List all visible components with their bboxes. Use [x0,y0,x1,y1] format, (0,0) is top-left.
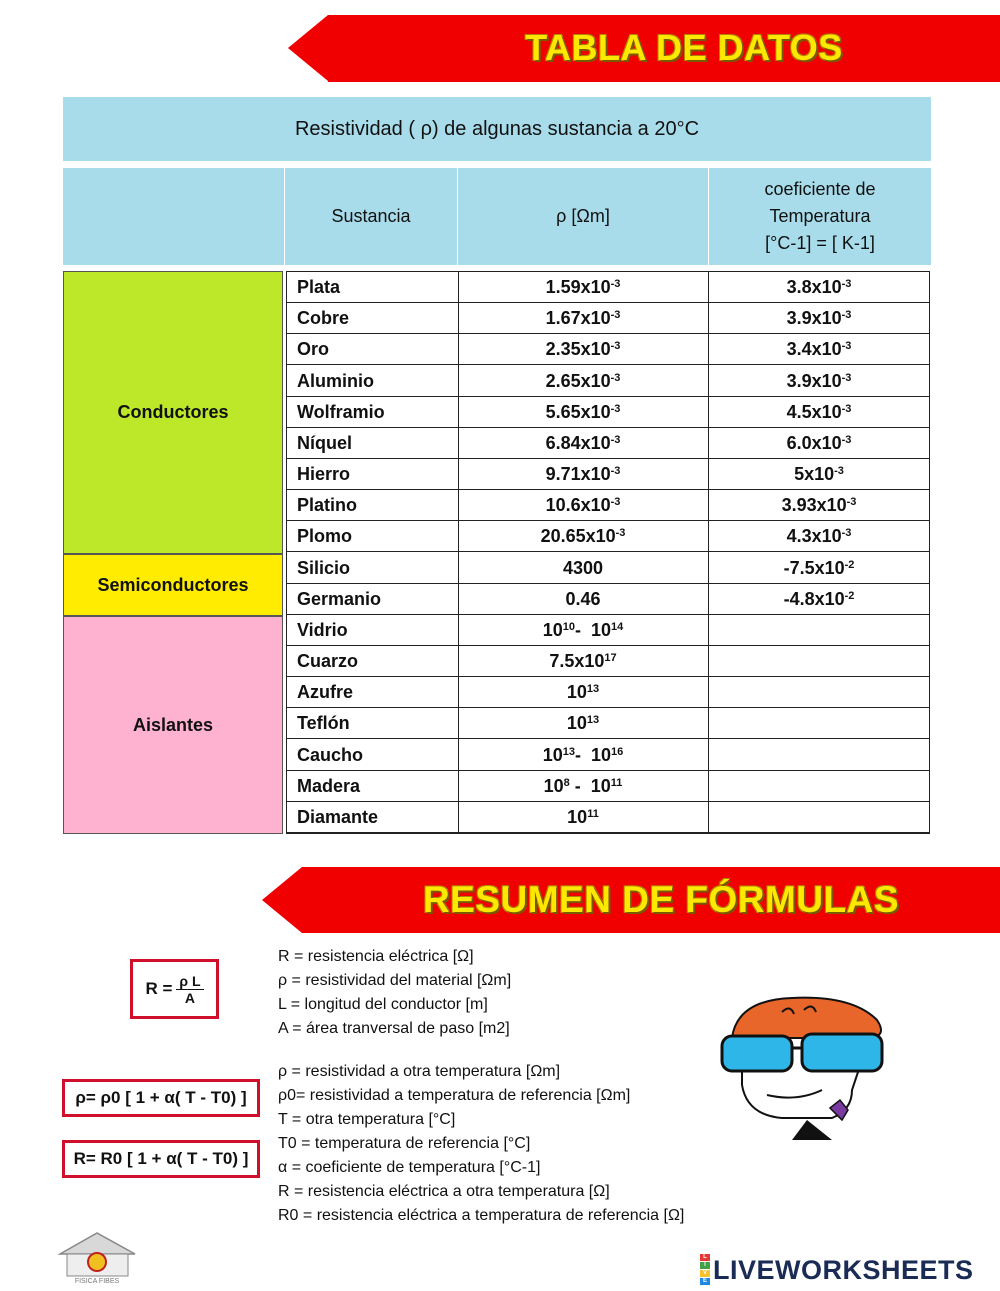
table-row [287,771,929,802]
resistivity-exponent: 13 [586,683,600,696]
resistivity-base: 4300 [562,557,604,578]
legend-line: ρ = resistividad a otra temperatura [Ωm] [278,1063,561,1080]
resistivity-exponent: -3 [610,402,621,415]
banner-tabla-de-datos [288,15,1000,82]
formula-text: ρ= ρ0 [ 1 + α( T - T0) ] [75,1088,247,1107]
resistivity-value [458,708,708,738]
table-row [287,272,929,303]
resistivity-value [458,459,708,489]
banner-arrow [288,15,328,81]
data-table [286,271,930,834]
legend-line: α = coeficiente de temperatura [°C-1] [278,1159,541,1176]
resistivity-base: 1.67x10 [545,308,611,329]
resistivity-value [458,615,708,645]
resistivity-base: 9.71x10 [545,464,611,484]
resistivity-exponent: 17 [604,652,617,664]
legend-basic [278,945,511,1041]
resistivity-value [458,272,708,302]
table-row [287,677,929,708]
table-row [287,366,929,397]
formula-fraction [176,973,203,1006]
temperature-coefficient [708,490,930,520]
header-rho: ρ [Ωm] [458,168,708,265]
temperature-coefficient [708,459,930,489]
substance-name: Madera [297,775,361,796]
substance-name: Plata [297,277,341,297]
resistivity-exponent-2: 16 [611,745,624,758]
category-conductores: Conductores [63,271,283,554]
resistivity-value [458,802,708,832]
header-coef-line1: coeficiente de [764,179,876,199]
substance-name: Cuarzo [297,651,359,671]
resistivity-value [458,303,708,333]
substance-name: Diamante [297,806,379,827]
legend-line: ρ0= resistividad a temperatura de referencia [Ωm] [278,1087,631,1104]
header-coef [709,168,931,265]
substance-name: Cobre [297,308,350,329]
legend-line: T0 = temperatura de referencia [°C] [278,1135,531,1152]
substance-name: Platino [297,495,358,516]
coefficient-base: 4.3x10 [786,526,842,547]
coefficient-base: -4.8x10 [783,588,845,609]
resistivity-base: 10 [566,682,587,703]
resistivity-value [458,490,708,520]
formula-resistance-temp-box [62,1140,260,1178]
coefficient-base: 3.4x10 [786,339,842,360]
substance-name: Teflón [297,713,350,734]
resistivity-value [458,366,708,396]
cartoon-scientist-illustration [712,990,902,1140]
header-coef-line2: Temperatura [769,206,871,226]
coefficient-base: 3.9x10 [786,370,842,391]
coefficient-exponent: -2 [844,589,855,602]
coefficient-exponent: -2 [844,558,855,571]
brand-text: LIVEWORKSHEETS [713,1254,974,1285]
category-semiconductores: Semiconductores [63,554,283,616]
formula-text: R= R0 [ 1 + α( T - T0) ] [73,1149,249,1168]
legend-line: R0 = resistencia eléctrica a temperatura de referencia [Ω] [278,1207,685,1224]
temperature-coefficient [708,584,930,614]
formula-denominator: A [184,989,196,1006]
resistivity-value [458,334,708,364]
resistivity-exponent: -3 [615,527,626,540]
header-category-blank [63,168,284,265]
temperature-coefficient [708,272,930,302]
resistivity-base: 2.65x10 [545,370,611,391]
resistivity-exponent: -3 [610,371,621,384]
resistivity-exponent-2: 14 [611,620,624,633]
banner-arrow [262,867,302,933]
resistivity-value [458,677,708,707]
substance-name: Aluminio [297,370,374,391]
resistivity-value [458,584,708,614]
temperature-coefficient [708,303,930,333]
substance-name: Caucho [297,744,364,765]
table-row [287,459,929,490]
header-coef-line3: [°C-1] = [ K-1] [765,233,875,253]
resistivity-exponent: 8 [563,776,570,789]
resistivity-base: 10.6x10 [545,495,611,516]
table-row [287,615,929,646]
resistivity-base: 10 [542,744,563,765]
temperature-coefficient [708,521,930,551]
substance-name: Oro [297,339,330,360]
logo-text: FISICA FIBES [74,1278,120,1285]
temperature-coefficient [708,553,930,583]
table-caption: Resistividad ( ρ) de algunas sustancia a 20°C [63,97,931,161]
resistivity-base: 10 [567,806,588,827]
legend-line: R = resistencia eléctrica [Ω] [278,948,474,965]
legend-line: ρ = resistividad del material [Ωm] [278,972,512,989]
resistivity-exponent: -3 [610,433,621,446]
resistivity-base: 20.65x10 [540,526,616,547]
resistivity-exponent: 10 [562,620,575,633]
resistivity-value [458,397,708,427]
legend-line: A = área tranversal de paso [m2] [278,1020,510,1037]
legend-line: T = otra temperatura [°C] [278,1111,456,1128]
coefficient-base: 3.93x10 [781,495,847,516]
formula-numerator: ρ L [176,973,203,990]
table-row [287,303,929,334]
formula-r-equals: R = [145,979,173,998]
coefficient-base: 3.9x10 [786,308,842,329]
substance-name: Níquel [297,432,353,453]
coefficient-exponent: -3 [841,278,852,290]
temperature-coefficient [708,366,930,396]
substance-name: Germanio [297,588,382,609]
coefficient-exponent: -3 [841,527,852,540]
legend-line: L = longitud del conductor [m] [278,996,488,1013]
column-divider [708,272,709,833]
formula-resistance-box [130,959,219,1019]
resistivity-exponent: -3 [610,465,621,477]
resistivity-base: 7.5x10 [549,651,605,671]
resistivity-value [458,740,708,770]
table-row [287,708,929,739]
resistivity-value [458,521,708,551]
coefficient-exponent: -3 [846,496,857,509]
coefficient-exponent: -3 [841,340,852,353]
resistivity-exponent: 13 [586,714,600,727]
table-row [287,428,929,459]
badge-e: E [700,1278,710,1285]
header-sustancia: Sustancia [285,168,457,265]
table-row [287,740,929,771]
coefficient-exponent: -3 [841,433,852,446]
coefficient-exponent: -3 [841,371,852,384]
resistivity-exponent-2: 11 [610,776,623,789]
category-aislantes: Aislantes [63,616,283,834]
legend-line: R = resistencia eléctrica a otra temperatura [Ω] [278,1183,610,1200]
banner-resumen-de-formulas [262,867,1000,933]
column-divider [458,272,459,833]
liveworksheets-brand [700,1255,974,1285]
resistivity-base: 5.65x10 [545,401,611,422]
coefficient-exponent: -3 [841,309,852,322]
table-row [287,521,929,552]
substance-name: Azufre [297,682,354,703]
banner-title: TABLA DE DATOS [525,27,843,68]
badge-v: V [700,1270,710,1277]
resistivity-exponent: 11 [587,807,599,820]
coefficient-exponent: -3 [834,465,844,477]
coefficient-base: 3.8x10 [786,277,842,297]
resistivity-exponent: 13 [562,745,575,758]
resistivity-range-sep: - 10 [575,744,612,765]
table-row [287,334,929,365]
coefficient-exponent: -3 [841,402,852,415]
resistivity-base: 0.46 [565,588,601,609]
resistivity-base: 2.35x10 [545,339,611,360]
badge-l: L [700,1254,710,1261]
temperature-coefficient [708,397,930,427]
resistivity-range-sep: - 10 [575,619,612,640]
table-row [287,646,929,677]
resistivity-base: 6.84x10 [545,432,611,453]
coefficient-base: 5x10 [794,464,835,484]
substance-name: Plomo [297,526,353,547]
resistivity-base: 10 [543,775,564,796]
resistivity-value [458,646,708,676]
resistivity-base: 10 [542,619,563,640]
resistivity-value [458,428,708,458]
badge-i: I [700,1262,710,1269]
resistivity-exponent: -3 [610,278,621,290]
temperature-coefficient [708,428,930,458]
table-row [287,397,929,428]
coefficient-base: -7.5x10 [783,557,845,578]
table-row [287,584,929,615]
brand-live-badge-icon [700,1254,710,1286]
table-row [287,802,929,833]
coefficient-base: 6.0x10 [786,432,842,453]
resistivity-value [458,771,708,801]
substance-name: Hierro [297,464,351,484]
resistivity-exponent: -3 [610,496,621,509]
resistivity-base: 1.59x10 [545,277,611,297]
table-row [287,553,929,584]
legend-temperature [278,1060,684,1228]
formula-resistivity-temp-box [62,1079,260,1117]
resistivity-base: 10 [566,713,587,734]
resistivity-exponent: -3 [610,340,621,353]
banner-title: RESUMEN DE FÓRMULAS [422,879,900,920]
substance-name: Vidrio [297,619,348,640]
resistivity-range-sep: - 10 [569,775,611,796]
substance-name: Wolframio [297,401,385,422]
table-row [287,490,929,521]
resistivity-value [458,553,708,583]
substance-name: Silicio [297,557,351,578]
resistivity-exponent: -3 [610,309,621,322]
coefficient-base: 4.5x10 [786,401,842,422]
logo-icon [55,1230,140,1286]
temperature-coefficient [708,334,930,364]
